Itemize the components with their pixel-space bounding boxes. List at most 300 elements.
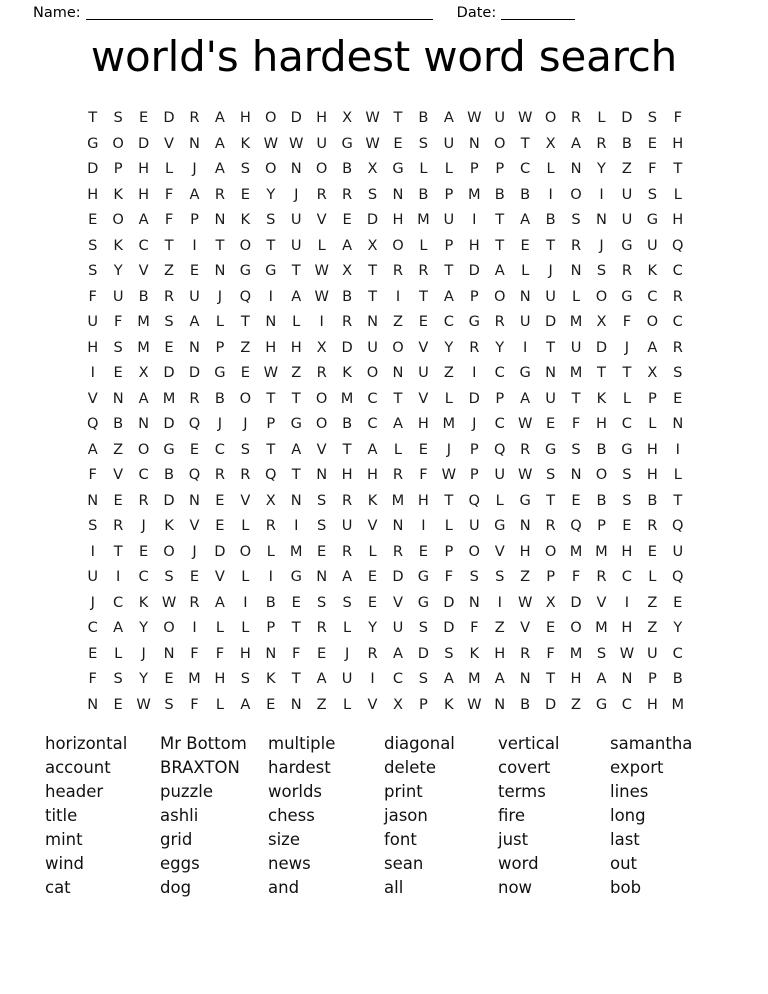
grid-cell[interactable]: E [215,491,225,509]
grid-cell[interactable]: G [87,134,99,152]
grid-cell[interactable]: S [266,211,276,229]
grid-cell[interactable]: V [367,517,378,535]
grid-cell[interactable]: C [520,160,531,178]
grid-cell[interactable]: B [520,695,531,713]
grid-cell[interactable]: N [265,313,277,331]
grid-cell[interactable]: R [367,644,378,662]
grid-cell[interactable]: W [263,364,278,382]
grid-cell[interactable]: D [341,338,353,356]
grid-cell[interactable]: E [291,593,301,611]
grid-cell[interactable]: H [290,338,302,356]
grid-cell[interactable]: B [545,211,556,229]
grid-cell[interactable]: E [189,262,200,280]
grid-cell[interactable]: H [265,338,277,356]
grid-cell[interactable]: U [418,364,429,382]
grid-cell[interactable]: R [113,517,124,535]
grid-cell[interactable]: M [671,695,685,713]
grid-cell[interactable]: W [517,415,533,433]
grid-cell[interactable]: D [214,542,226,560]
grid-cell[interactable]: K [596,389,607,407]
grid-cell[interactable]: T [571,389,581,407]
grid-cell[interactable]: U [494,109,506,127]
grid-cell[interactable]: N [290,160,302,178]
grid-cell[interactable]: G [595,695,608,713]
grid-cell[interactable]: A [342,568,353,586]
grid-cell[interactable]: T [240,313,250,331]
grid-cell[interactable]: L [622,389,631,407]
grid-cell[interactable]: J [472,415,477,433]
grid-cell[interactable]: E [367,593,378,611]
grid-cell[interactable]: Z [291,364,302,382]
grid-cell[interactable]: B [418,109,429,127]
grid-cell[interactable]: V [240,491,251,509]
grid-cell[interactable]: V [316,211,327,229]
grid-cell[interactable]: A [214,109,225,127]
grid-cell[interactable]: F [190,644,199,662]
grid-cell[interactable]: V [494,542,505,560]
grid-cell[interactable]: C [494,415,505,433]
grid-cell[interactable]: V [316,440,327,458]
grid-cell[interactable]: A [189,185,200,203]
grid-cell[interactable]: O [112,211,124,229]
grid-cell[interactable]: Q [493,440,506,458]
grid-cell[interactable]: H [672,211,684,229]
grid-cell[interactable]: J [294,185,299,203]
grid-cell[interactable]: M [442,415,456,433]
grid-cell[interactable]: C [672,644,683,662]
grid-cell[interactable]: L [368,542,377,560]
grid-cell[interactable]: P [266,619,276,637]
grid-cell[interactable]: B [113,415,124,433]
grid-cell[interactable]: A [596,670,607,688]
grid-cell[interactable]: D [570,593,582,611]
grid-cell[interactable]: N [570,160,582,178]
grid-cell[interactable]: Z [621,160,632,178]
grid-cell[interactable]: W [467,695,482,713]
grid-cell[interactable]: U [519,313,531,331]
grid-cell[interactable]: I [624,593,630,611]
grid-cell[interactable]: A [647,338,658,356]
grid-cell[interactable]: C [392,670,404,688]
grid-cell[interactable]: B [342,160,353,178]
grid-cell[interactable]: S [418,619,429,637]
grid-cell[interactable]: Y [139,619,149,637]
grid-cell[interactable]: S [571,211,581,229]
grid-cell[interactable]: D [163,415,175,433]
grid-cell[interactable]: S [571,440,581,458]
grid-cell[interactable]: T [291,389,301,407]
grid-cell[interactable]: H [494,644,506,662]
grid-cell[interactable]: O [137,440,150,458]
grid-cell[interactable]: U [290,211,302,229]
grid-cell[interactable]: T [673,491,683,509]
grid-cell[interactable]: A [138,389,149,407]
grid-cell[interactable]: B [596,440,607,458]
grid-cell[interactable]: D [290,109,302,127]
grid-cell[interactable]: T [88,109,98,127]
grid-cell[interactable]: S [164,695,174,713]
grid-cell[interactable]: D [443,619,455,637]
word-list-item[interactable]: Mr Bottom [160,734,247,753]
grid-cell[interactable]: N [392,364,404,382]
grid-cell[interactable]: S [240,670,250,688]
grid-cell[interactable]: O [265,160,277,178]
grid-cell[interactable]: C [367,415,378,433]
grid-cell[interactable]: Q [265,466,277,484]
grid-cell[interactable]: S [88,517,98,535]
grid-cell[interactable]: I [90,542,95,560]
grid-cell[interactable]: L [648,568,657,586]
word-list-item[interactable]: now [498,878,533,897]
grid-cell[interactable]: H [468,236,480,254]
grid-cell[interactable]: C [621,415,632,433]
grid-cell[interactable]: H [239,109,251,127]
grid-cell[interactable]: C [647,287,658,305]
word-list-item[interactable]: lines [610,782,649,801]
grid-cell[interactable]: P [647,389,657,407]
grid-cell[interactable]: B [672,670,683,688]
grid-cell[interactable]: U [87,313,99,331]
grid-cell[interactable]: B [138,287,149,305]
word-list-item[interactable]: ashli [160,806,199,825]
grid-cell[interactable]: C [367,389,378,407]
grid-cell[interactable]: N [189,134,200,152]
grid-cell[interactable]: C [87,619,98,637]
grid-cell[interactable]: M [569,313,583,331]
grid-cell[interactable]: E [215,517,225,535]
grid-cell[interactable]: I [599,185,604,203]
grid-cell[interactable]: T [266,440,276,458]
grid-cell[interactable]: R [596,134,607,152]
grid-cell[interactable]: O [595,287,608,305]
grid-cell[interactable]: O [392,338,404,356]
word-list-item[interactable]: and [268,878,300,897]
grid-cell[interactable]: T [266,389,276,407]
grid-cell[interactable]: X [545,593,556,611]
word-list-item[interactable]: header [45,782,104,801]
grid-cell[interactable]: N [519,670,531,688]
grid-cell[interactable]: O [163,542,175,560]
grid-cell[interactable]: B [164,466,175,484]
grid-cell[interactable]: R [163,287,175,305]
grid-cell[interactable]: W [314,287,329,305]
grid-cell[interactable]: X [138,364,149,382]
grid-cell[interactable]: B [596,491,607,509]
grid-cell[interactable]: N [189,338,200,356]
word-list-item[interactable]: delete [384,758,436,777]
grid-cell[interactable]: K [240,211,251,229]
word-list-item[interactable]: covert [498,758,551,777]
grid-cell[interactable]: F [88,670,97,688]
grid-cell[interactable]: L [495,491,504,509]
grid-cell[interactable]: K [342,364,352,382]
grid-cell[interactable]: V [189,517,200,535]
grid-cell[interactable]: S [545,466,556,484]
grid-cell[interactable]: L [419,236,428,254]
grid-cell[interactable]: U [443,134,455,152]
grid-cell[interactable]: N [596,211,607,229]
grid-cell[interactable]: K [265,670,276,688]
grid-cell[interactable]: R [418,262,429,280]
grid-cell[interactable]: L [241,517,250,535]
grid-cell[interactable]: T [546,338,556,356]
grid-cell[interactable]: Q [188,466,201,484]
word-list-item[interactable]: hardest [268,758,331,777]
grid-cell[interactable]: D [163,364,175,382]
grid-cell[interactable]: R [138,491,149,509]
grid-cell[interactable]: N [468,134,480,152]
grid-cell[interactable]: T [673,160,683,178]
grid-cell[interactable]: A [367,440,378,458]
grid-cell[interactable]: E [520,236,530,254]
grid-cell[interactable]: E [164,338,174,356]
grid-cell[interactable]: P [647,670,657,688]
grid-cell[interactable]: A [520,389,531,407]
grid-cell[interactable]: K [138,593,149,611]
grid-cell[interactable]: E [240,364,250,382]
grid-cell[interactable]: P [215,338,225,356]
grid-cell[interactable]: R [342,542,353,560]
grid-cell[interactable]: X [367,236,378,254]
grid-cell[interactable]: D [366,211,379,229]
grid-cell[interactable]: O [646,313,659,331]
word-list-item[interactable]: last [610,830,640,849]
grid-cell[interactable]: L [521,262,530,280]
grid-cell[interactable]: B [494,185,505,203]
grid-cell[interactable]: O [595,466,608,484]
grid-cell[interactable]: D [468,262,480,280]
grid-cell[interactable]: B [342,415,353,433]
grid-cell[interactable]: R [342,313,353,331]
grid-cell[interactable]: E [393,134,403,152]
grid-cell[interactable]: W [467,109,482,127]
grid-cell[interactable]: R [570,236,582,254]
grid-cell[interactable]: L [444,517,453,535]
grid-cell[interactable]: H [646,695,658,713]
grid-cell[interactable]: R [265,517,276,535]
grid-cell[interactable]: C [621,568,632,586]
grid-cell[interactable]: E [418,542,429,560]
grid-cell[interactable]: A [494,670,505,688]
grid-cell[interactable]: P [190,211,199,229]
grid-cell[interactable]: E [189,568,200,586]
grid-cell[interactable]: T [393,109,403,127]
grid-cell[interactable]: O [239,389,252,407]
grid-cell[interactable]: E [673,389,683,407]
word-list-item[interactable]: news [268,854,311,873]
grid-cell[interactable]: H [392,211,404,229]
grid-cell[interactable]: E [545,415,556,433]
word-list-item[interactable]: mint [45,830,83,849]
grid-cell[interactable]: U [545,389,556,407]
grid-cell[interactable]: T [546,236,556,254]
grid-cell[interactable]: W [517,593,533,611]
grid-cell[interactable]: M [162,389,176,407]
word-list-item[interactable]: samantha [610,734,693,753]
grid-cell[interactable]: G [417,593,430,611]
grid-cell[interactable]: I [192,619,197,637]
grid-cell[interactable]: E [418,313,429,331]
grid-cell[interactable]: F [444,568,454,586]
grid-cell[interactable]: N [290,695,302,713]
grid-cell[interactable]: R [392,542,404,560]
grid-cell[interactable]: R [392,466,404,484]
grid-cell[interactable]: Y [113,262,123,280]
grid-cell[interactable]: R [189,389,200,407]
grid-cell[interactable]: U [392,619,404,637]
grid-cell[interactable]: B [647,491,658,509]
grid-cell[interactable]: F [190,695,199,713]
grid-cell[interactable]: X [596,313,607,331]
grid-cell[interactable]: L [215,619,224,637]
grid-cell[interactable]: P [444,542,454,560]
grid-cell[interactable]: V [87,389,98,407]
date-write-line[interactable] [501,6,575,20]
grid-cell[interactable]: E [317,542,327,560]
grid-cell[interactable]: B [621,134,632,152]
grid-cell[interactable]: U [672,542,684,560]
grid-cell[interactable]: G [290,415,302,433]
grid-cell[interactable]: O [468,542,481,560]
grid-cell[interactable]: O [163,619,175,637]
word-list-item[interactable]: title [45,806,78,825]
word-list-item[interactable]: long [610,806,646,825]
grid-cell[interactable]: Q [672,517,684,535]
grid-cell[interactable]: G [621,287,633,305]
grid-cell[interactable]: C [621,695,632,713]
grid-cell[interactable]: T [291,466,301,484]
grid-cell[interactable]: D [443,593,455,611]
grid-cell[interactable]: G [621,440,633,458]
word-list-item[interactable]: font [384,830,417,849]
grid-cell[interactable]: V [596,593,607,611]
grid-cell[interactable]: C [113,593,124,611]
grid-cell[interactable]: R [189,593,200,611]
grid-cell[interactable]: H [672,134,684,152]
grid-cell[interactable]: G [646,211,658,229]
grid-cell[interactable]: F [648,160,657,178]
grid-cell[interactable]: G [417,568,430,586]
grid-cell[interactable]: I [370,670,375,688]
grid-cell[interactable]: E [622,517,632,535]
grid-cell[interactable]: O [366,364,379,382]
word-list-item[interactable]: account [45,758,111,777]
grid-cell[interactable]: C [138,466,149,484]
grid-cell[interactable]: H [239,644,251,662]
grid-cell[interactable]: D [621,109,633,127]
grid-cell[interactable]: U [621,211,633,229]
grid-cell[interactable]: S [240,160,250,178]
grid-cell[interactable]: Z [392,313,403,331]
grid-cell[interactable]: P [444,185,454,203]
word-list-item[interactable]: sean [384,854,424,873]
grid-cell[interactable]: B [520,185,531,203]
grid-cell[interactable]: J [90,593,95,611]
grid-cell[interactable]: A [113,619,124,637]
grid-cell[interactable]: E [88,644,98,662]
grid-cell[interactable]: A [392,644,403,662]
grid-cell[interactable]: T [393,389,403,407]
grid-cell[interactable]: B [265,593,276,611]
grid-cell[interactable]: E [571,491,581,509]
grid-cell[interactable]: P [495,160,505,178]
grid-cell[interactable]: E [113,364,123,382]
grid-cell[interactable]: S [469,568,479,586]
grid-cell[interactable]: N [138,415,150,433]
grid-cell[interactable]: T [291,619,301,637]
grid-cell[interactable]: F [546,644,555,662]
grid-cell[interactable]: I [268,287,273,305]
grid-cell[interactable]: U [367,338,378,356]
grid-cell[interactable]: H [621,542,633,560]
grid-cell[interactable]: I [294,517,299,535]
grid-cell[interactable]: N [189,491,200,509]
grid-cell[interactable]: A [494,262,505,280]
grid-cell[interactable]: N [163,644,175,662]
grid-cell[interactable]: W [365,134,380,152]
grid-cell[interactable]: S [596,262,607,280]
grid-cell[interactable]: S [673,364,683,382]
grid-cell[interactable]: M [340,389,354,407]
grid-cell[interactable]: O [570,185,582,203]
grid-cell[interactable]: H [367,466,379,484]
grid-cell[interactable]: G [519,491,531,509]
grid-cell[interactable]: L [393,440,403,458]
grid-cell[interactable]: J [344,644,350,662]
grid-cell[interactable]: R [342,185,353,203]
grid-cell[interactable]: D [544,695,557,713]
grid-cell[interactable]: T [342,440,352,458]
grid-cell[interactable]: W [263,134,278,152]
grid-cell[interactable]: E [189,440,200,458]
grid-cell[interactable]: D [163,491,175,509]
grid-cell[interactable]: B [342,287,353,305]
grid-cell[interactable]: I [243,593,248,611]
grid-cell[interactable]: C [672,313,683,331]
grid-cell[interactable]: R [316,185,327,203]
grid-cell[interactable]: N [519,517,531,535]
grid-cell[interactable]: D [468,389,480,407]
grid-cell[interactable]: A [214,134,225,152]
grid-cell[interactable]: Q [672,236,684,254]
grid-cell[interactable]: S [342,593,352,611]
grid-cell[interactable]: A [291,287,302,305]
grid-cell[interactable]: P [495,389,505,407]
grid-cell[interactable]: L [343,619,352,637]
grid-cell[interactable]: X [367,160,378,178]
grid-cell[interactable]: E [545,619,556,637]
grid-cell[interactable]: O [392,236,404,254]
grid-cell[interactable]: U [112,287,124,305]
grid-cell[interactable]: R [342,491,353,509]
grid-cell[interactable]: L [215,313,224,331]
grid-cell[interactable]: L [648,415,657,433]
grid-cell[interactable]: D [595,338,608,356]
grid-cell[interactable]: S [164,568,174,586]
grid-cell[interactable]: W [517,466,533,484]
grid-cell[interactable]: R [596,568,607,586]
grid-cell[interactable]: R [672,338,683,356]
grid-cell[interactable]: H [341,466,353,484]
grid-cell[interactable]: H [417,415,429,433]
grid-cell[interactable]: I [675,440,680,458]
grid-cell[interactable]: F [164,211,174,229]
grid-cell[interactable]: S [495,568,505,586]
grid-cell[interactable]: H [570,670,582,688]
grid-cell[interactable]: K [113,236,123,254]
grid-cell[interactable]: O [315,415,328,433]
grid-cell[interactable]: Z [647,619,658,637]
